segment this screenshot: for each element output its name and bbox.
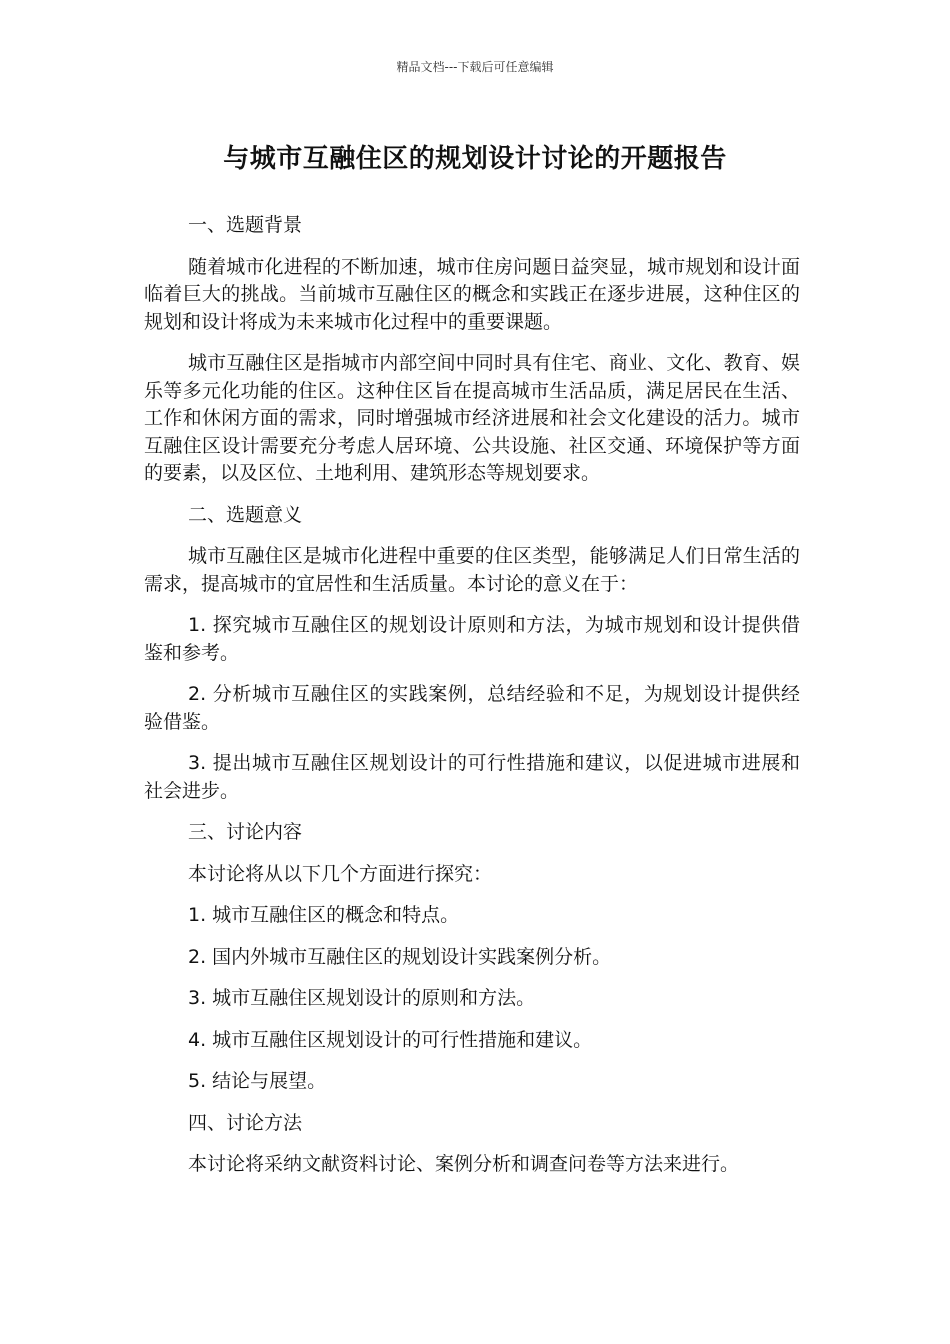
page-header: 精品文档---下载后可任意编辑 bbox=[396, 60, 554, 74]
list-item: 1. 探究城市互融住区的规划设计原则和方法，为城市规划和设计提供借鉴和参考。 bbox=[144, 614, 800, 664]
list-item: 4. 城市互融住区规划设计的可行性措施和建议。 bbox=[188, 1028, 593, 1051]
document-title: 与城市互融住区的规划设计讨论的开题报告 bbox=[223, 144, 727, 174]
paragraph: 随着城市化进程的不断加速，城市住房问题日益突显，城市规划和设计面临着巨大的挑战。当前城市互融住区的概念和实践正在逐步进展，这种住区的规划和设计将成为未来城市化过程中的重要课题。 bbox=[144, 255, 800, 333]
list-item: 2. 分析城市互融住区的实践案例，总结经验和不足，为规划设计提供经验借鉴。 bbox=[144, 683, 800, 733]
list-item: 3. 提出城市互融住区规划设计的可行性措施和建议，以促进城市进展和社会进步。 bbox=[144, 752, 800, 802]
paragraph: 城市互融住区是城市化进程中重要的住区类型，能够满足人们日常生活的需求，提高城市的宜居性和生活质量。本讨论的意义在于： bbox=[144, 545, 800, 595]
section-heading: 三、讨论内容 bbox=[188, 821, 303, 843]
paragraph: 本讨论将采纳文献资料讨论、案例分析和调查问卷等方法来进行。 bbox=[188, 1153, 740, 1175]
list-item: 5. 结论与展望。 bbox=[188, 1070, 327, 1092]
section-heading: 一、选题背景 bbox=[188, 214, 303, 236]
section-heading: 四、讨论方法 bbox=[188, 1111, 303, 1134]
list-item: 3. 城市互融住区规划设计的原则和方法。 bbox=[188, 987, 536, 1009]
list-item: 1. 城市互融住区的概念和特点。 bbox=[188, 904, 460, 926]
list-item: 2. 国内外城市互融住区的规划设计实践案例分析。 bbox=[188, 945, 612, 968]
paragraph: 本讨论将从以下几个方面进行探究： bbox=[188, 862, 493, 885]
section-heading: 二、选题意义 bbox=[188, 503, 303, 526]
paragraph: 城市互融住区是指城市内部空间中同时具有住宅、商业、文化、教育、娱乐等多元化功能的住区。这种住区旨在提高城市生活品质，满足居民在生活、工作和休闲方面的需求，同时增强城市经济进展和社会文化建设的活力。城市互融住区设计需要充分考虑人居环境、公共设施、社区交通、环境保护等方面的要素，以及区位、土地利用、建筑形态等规划要求。 bbox=[144, 352, 800, 484]
document-body bbox=[144, 212, 800, 1193]
